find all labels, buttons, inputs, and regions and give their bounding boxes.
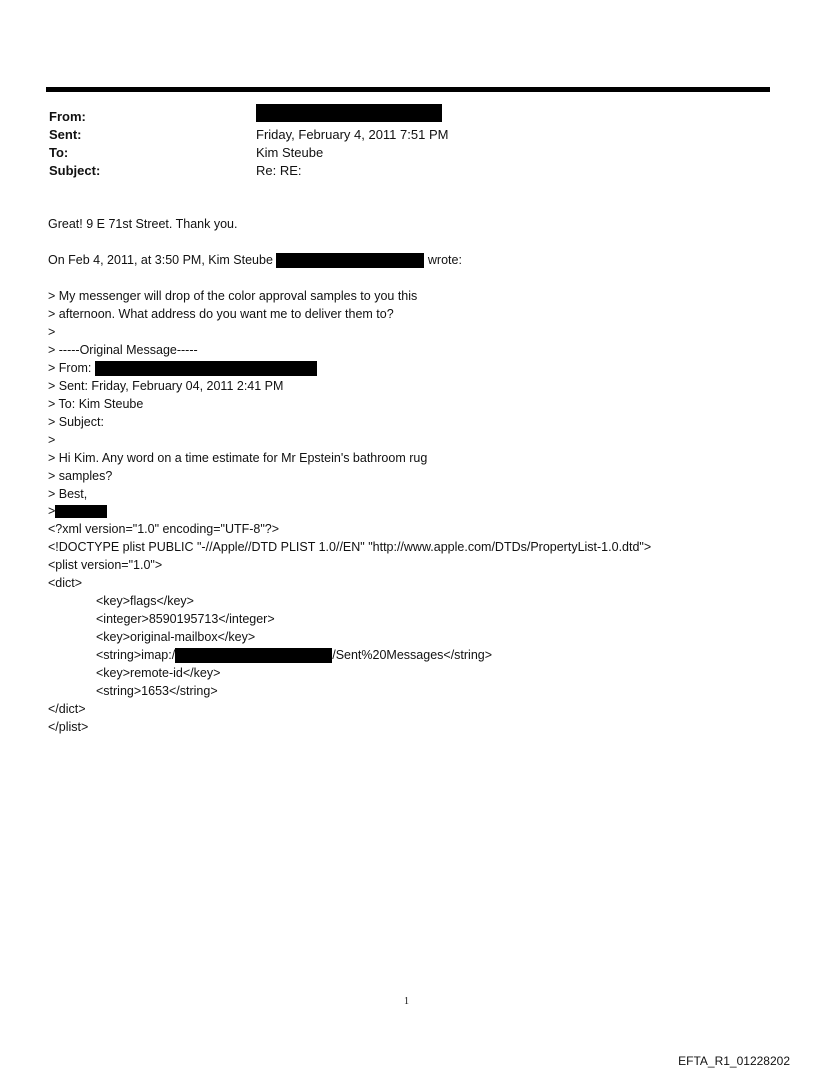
plist-string-close: /Sent%20Messages</string> — [332, 648, 493, 662]
page-number: 1 — [404, 996, 409, 1007]
quoted-line: > To: Kim Steube — [48, 397, 144, 411]
quoted-marker: > — [48, 504, 56, 518]
quoted-line: > Best, — [48, 487, 88, 501]
plist-line: <dict> — [48, 576, 83, 590]
quoted-line: > afternoon. What address do you want me to deliver them to? — [48, 307, 394, 321]
quoted-line: > Hi Kim. Any word on a time estimate for Mr Epstein's bathroom rug — [48, 451, 428, 465]
plist-string-open: <string>imap:/ — [96, 648, 176, 662]
plist-line: <key>original-mailbox</key> — [96, 630, 256, 644]
quoted-line: > — [48, 433, 56, 447]
header-rule — [46, 87, 770, 92]
body-line: Great! 9 E 71st Street. Thank you. — [48, 217, 238, 231]
reply-intro-suffix: wrote: — [427, 253, 462, 267]
plist-line: <integer>8590195713</integer> — [96, 612, 275, 626]
sent-label: Sent: — [49, 127, 82, 142]
quoted-signature-line — [48, 503, 107, 519]
to-label: To: — [49, 145, 69, 160]
quoted-from-label: > From: — [48, 361, 92, 375]
redaction-box — [276, 253, 424, 268]
sent-value: Friday, February 4, 2011 7:51 PM — [256, 127, 449, 142]
plist-line: <key>remote-id</key> — [96, 666, 221, 680]
plist-line: <?xml version="1.0" encoding="UTF-8"?> — [48, 522, 280, 536]
quoted-line: > samples? — [48, 469, 113, 483]
quoted-line: > — [48, 325, 56, 339]
plist-line: <key>flags</key> — [96, 594, 194, 608]
plist-mailbox-line — [96, 647, 492, 663]
quoted-line: > Sent: Friday, February 04, 2011 2:41 PM — [48, 379, 284, 393]
plist-line: <!DOCTYPE plist PUBLIC "-//Apple//DTD PLIST 1.0//EN" "http://www.apple.com/DTDs/PropertyList-1.0.dtd"> — [48, 540, 652, 554]
from-label: From: — [49, 109, 86, 124]
subject-label: Subject: — [49, 163, 101, 178]
subject-value: Re: RE: — [256, 163, 302, 178]
redaction-box — [95, 361, 317, 376]
quoted-from-line — [48, 360, 317, 376]
document-id: EFTA_R1_01228202 — [678, 1054, 790, 1068]
quoted-line: > My messenger will drop of the color approval samples to you this — [48, 289, 418, 303]
plist-line: <string>1653</string> — [96, 684, 218, 698]
plist-line: <plist version="1.0"> — [48, 558, 163, 572]
redaction-box — [175, 648, 332, 663]
reply-intro-prefix: On Feb 4, 2011, at 3:50 PM, Kim Steube — [48, 253, 273, 267]
plist-line: </dict> — [48, 702, 86, 716]
redaction-box — [55, 505, 107, 518]
quoted-line: > Subject: — [48, 415, 104, 429]
redaction-box — [256, 104, 442, 122]
plist-line: </plist> — [48, 720, 89, 734]
from-value — [256, 104, 442, 122]
reply-intro — [48, 252, 462, 268]
quoted-line: > -----Original Message----- — [48, 343, 198, 357]
to-value: Kim Steube — [256, 145, 324, 160]
